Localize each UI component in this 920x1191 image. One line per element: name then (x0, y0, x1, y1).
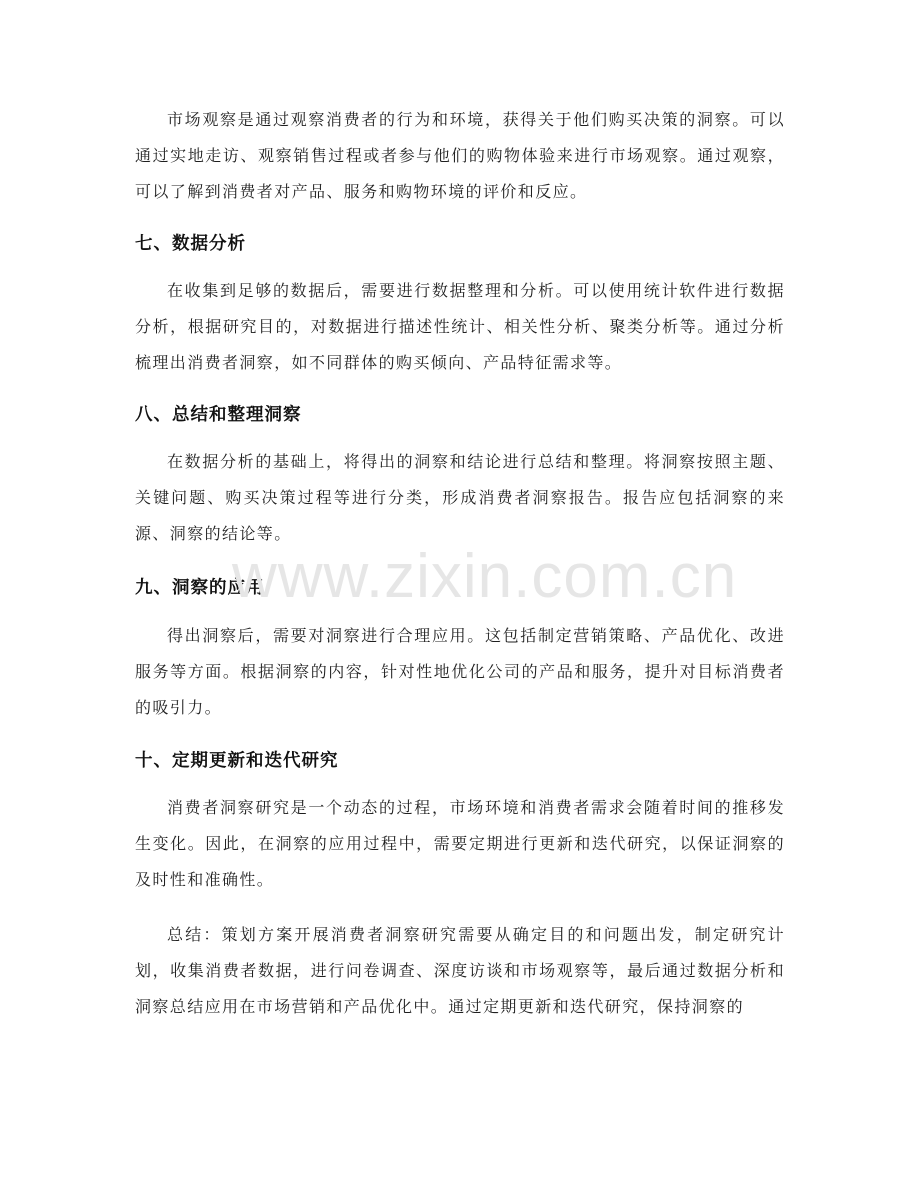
watermark-text: www.zixin.com.cn (232, 542, 738, 611)
paragraph-text: 总结：策划方案开展消费者洞察研究需要从确定目的和问题出发，制定研究计划，收集消费者数据，进行问卷调查、深度访谈和市场观察等，最后通过数据分析和洞察总结应用在市场营销和产品优化中。通过定期更新和迭代研究，保持洞察的 (135, 925, 785, 1016)
paragraph-text: 在收集到足够的数据后，需要进行数据整理和分析。可以使用统计软件进行数据分析，根据研究目的，对数据进行描述性统计、相关性分析、聚类分析等。通过分析梳理出消费者洞察，如不同群体的购买倾向、产品特征需求等。 (135, 281, 785, 372)
heading-text: 八、总结和整理洞察 (135, 405, 302, 425)
paragraph-insight-application (135, 618, 785, 726)
heading-text: 九、洞察的应用 (135, 578, 265, 598)
paragraph-summarize-insights (135, 444, 785, 552)
section-heading-data-analysis (135, 230, 785, 258)
section-heading-summarize-insights (135, 401, 785, 429)
paragraph-data-analysis (135, 273, 785, 381)
paragraph-periodic-update (135, 765, 785, 898)
paragraph-text: 消费者洞察研究是一个动态的过程，市场环境和消费者需求会随着时间的推移发生变化。因此，在洞察的应用过程中，需要定期进行更新和迭代研究，以保证洞察的及时性和准确性。 (135, 798, 785, 889)
paragraph-market-observation (135, 102, 785, 210)
heading-text: 十、定期更新和迭代研究 (135, 751, 339, 771)
paragraph-text: 在数据分析的基础上，将得出的洞察和结论进行总结和整理。将洞察按照主题、关键问题、购买决策过程等进行分类，形成消费者洞察报告。报告应包括洞察的来源、洞察的结论等。 (135, 452, 785, 543)
paragraph-text: 得出洞察后，需要对洞察进行合理应用。这包括制定营销策略、产品优化、改进服务等方面。根据洞察的内容，针对性地优化公司的产品和服务，提升对目标消费者的吸引力。 (135, 626, 785, 717)
paragraph-summary (135, 917, 785, 1025)
section-heading-insight-application (135, 574, 785, 602)
heading-text: 七、数据分析 (135, 234, 246, 254)
paragraph-text: 市场观察是通过观察消费者的行为和环境，获得关于他们购买决策的洞察。可以通过实地走访、观察销售过程或者参与他们的购物体验来进行市场观察。通过观察，可以了解到消费者对产品、服务和购物环境的评价和反应。 (135, 110, 785, 201)
